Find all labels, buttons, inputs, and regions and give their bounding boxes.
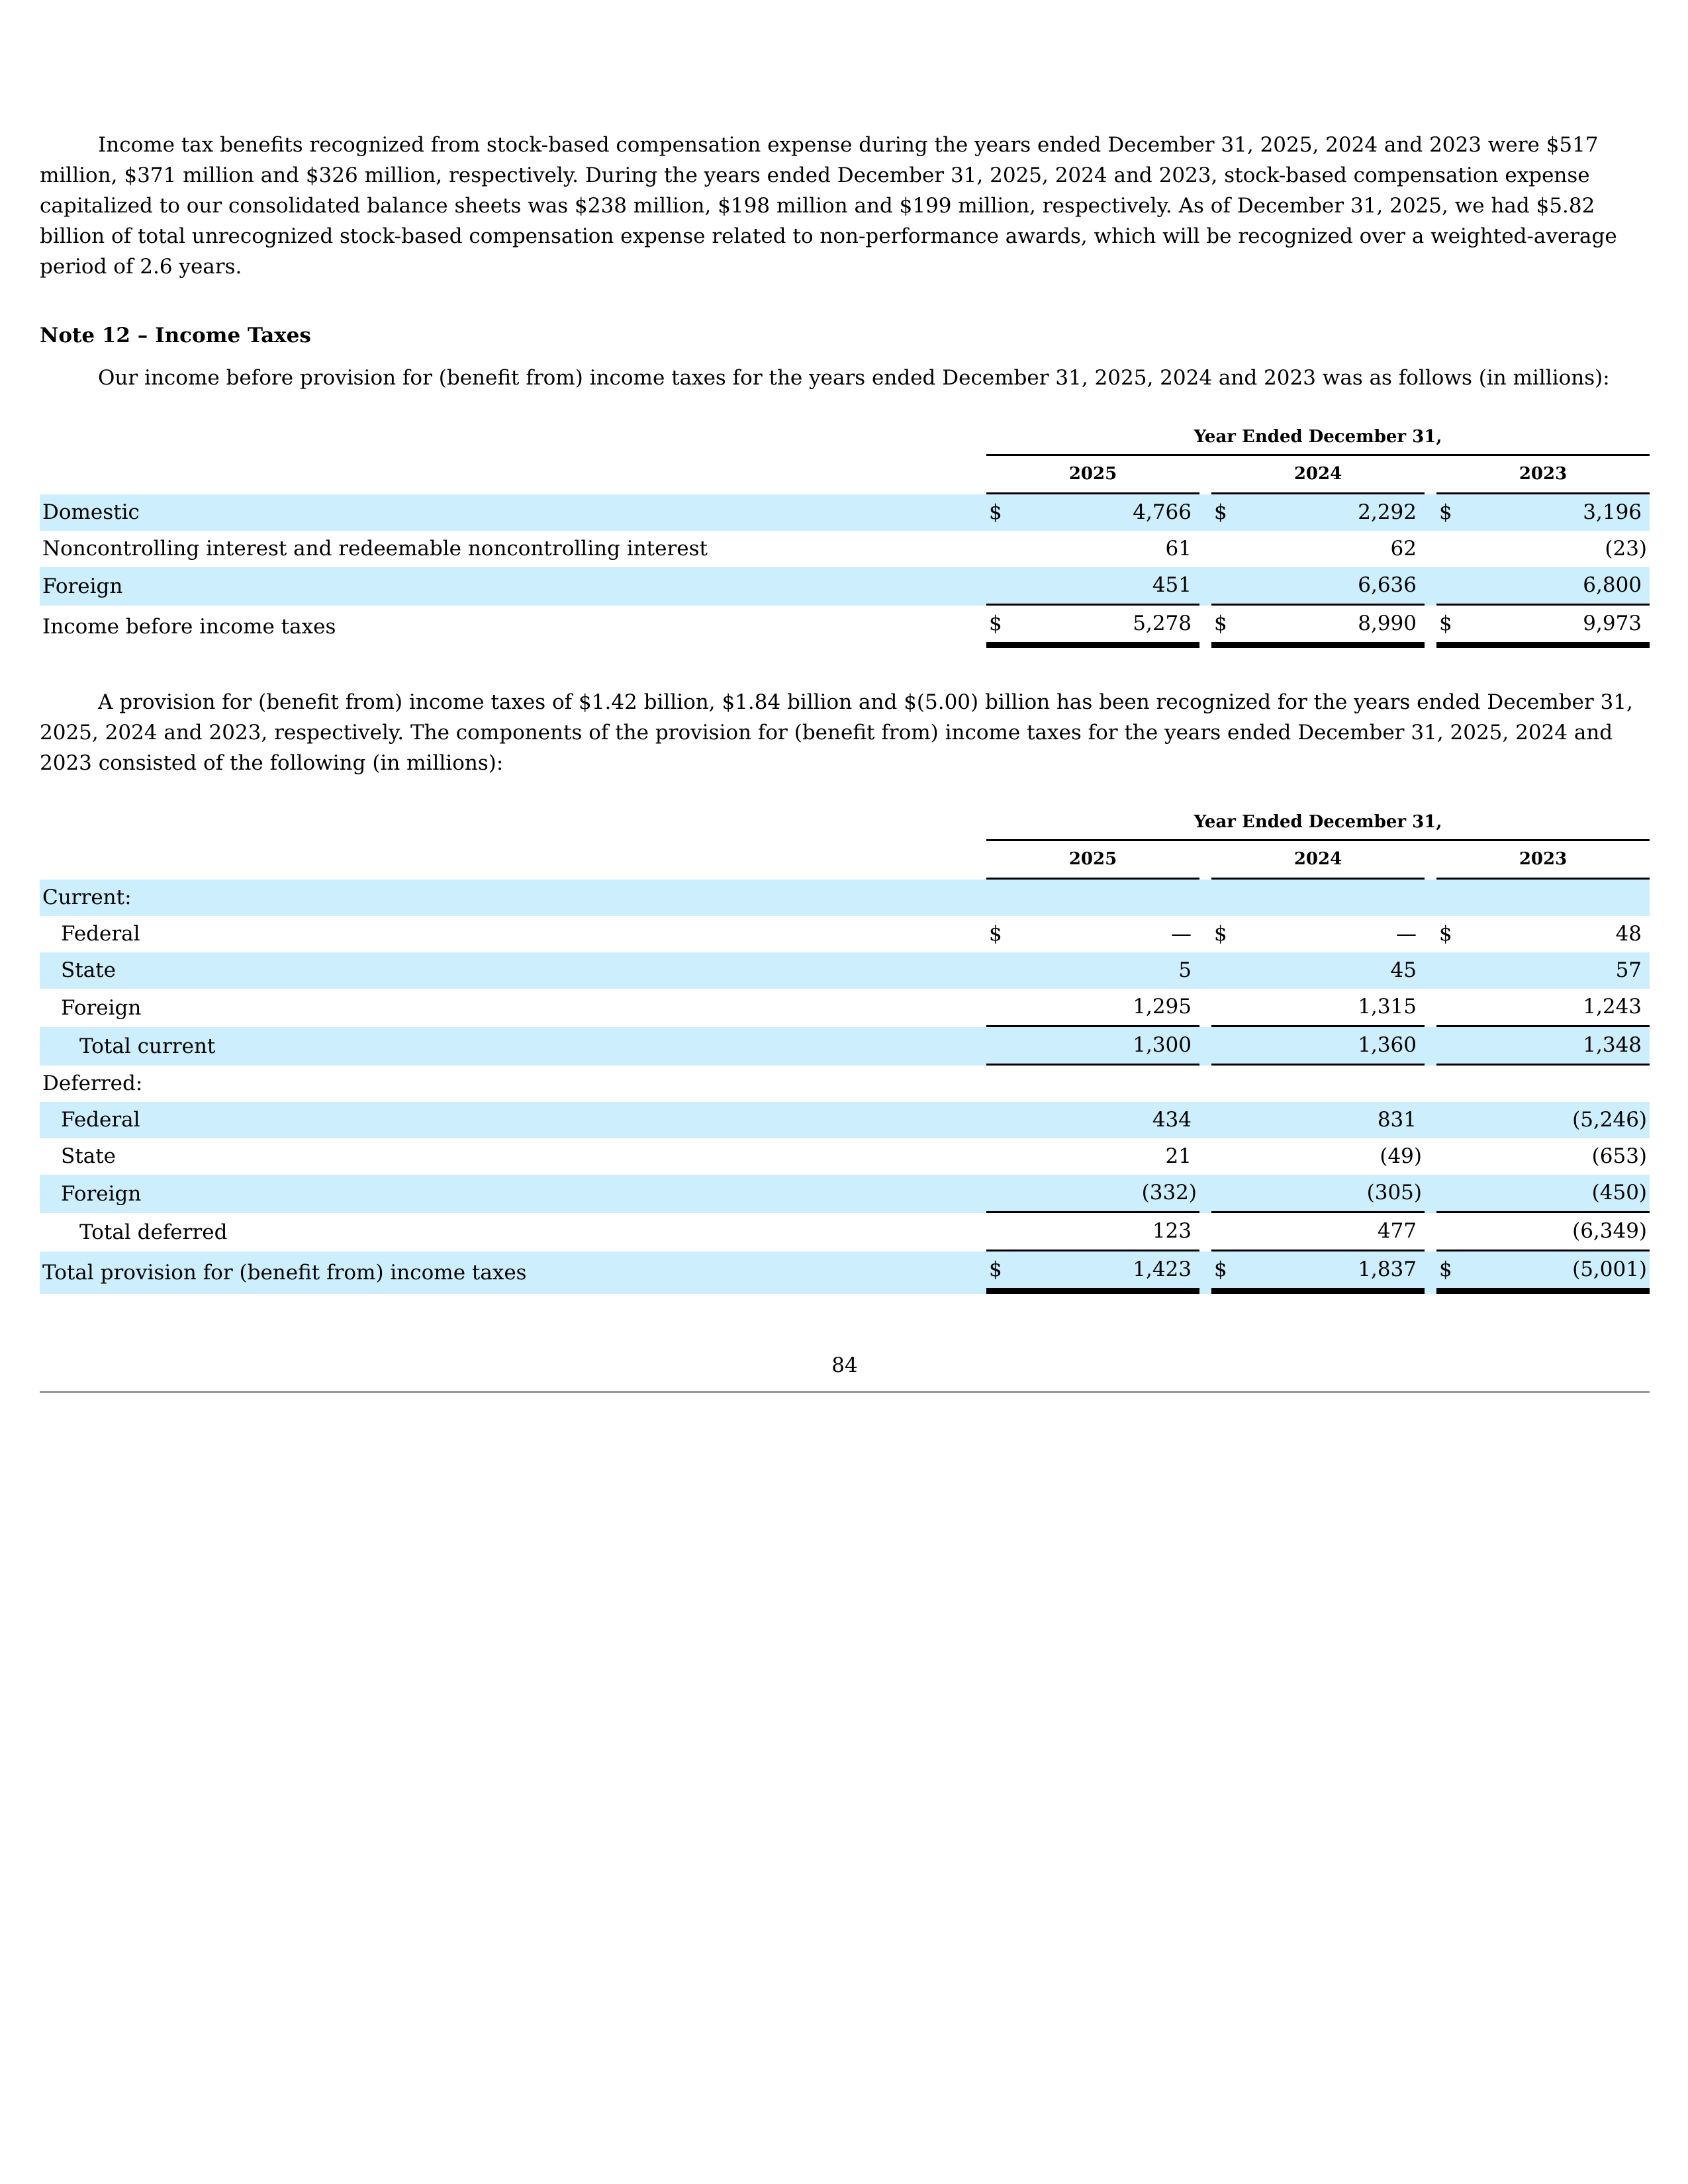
table-cell: (305) bbox=[1366, 1181, 1422, 1205]
table-total-row bbox=[40, 606, 1650, 648]
table-cell: 451 bbox=[1152, 573, 1192, 597]
table-cell: 1,243 bbox=[1583, 995, 1642, 1019]
table-cell: 21 bbox=[1165, 1144, 1192, 1168]
table-cell: 2,292 bbox=[1358, 500, 1417, 524]
year-column-header: 2025 bbox=[986, 456, 1199, 494]
currency-symbol: $ bbox=[989, 922, 1002, 946]
table-section-row bbox=[40, 1066, 1650, 1102]
row-label: Total deferred bbox=[79, 1220, 228, 1244]
row-label: Noncontrolling interest and redeemable noncontrolling interest bbox=[42, 537, 708, 561]
income-before-taxes-intro: Our income before provision for (benefit from) income taxes for the years ended December 31, 2025, 2024 and 2023 was as follows (in millions): bbox=[98, 366, 1610, 390]
table-cell: (49) bbox=[1380, 1144, 1422, 1168]
year-ended-header: Year Ended December 31, bbox=[986, 805, 1650, 841]
table-cell: 45 bbox=[1390, 958, 1417, 982]
row-label: Income before income taxes bbox=[42, 614, 336, 639]
table-cell: 1,300 bbox=[1133, 1033, 1192, 1057]
stock-compensation-paragraph: Income tax benefits recognized from stock-based compensation expense during the years ended December 31, 2025, 2024 and 2023 were $517 million, $371 million and $326 million, respectively. During the years ended December 31, 2025, 2024 and 2023, stock-based compensation expense capitalized to our consolidated balance sheets was $238 million, $198 million and $199 million, respectively. As of December 31, 2025, we had $5.82 billion of total unrecognized stock-based compensation expense related to non-performance awards, which will be recognized over a weighted-average period of 2.6 years. bbox=[40, 133, 1617, 279]
table-row bbox=[40, 494, 1650, 531]
row-label: Federal bbox=[61, 922, 140, 946]
currency-symbol: $ bbox=[989, 1257, 1002, 1281]
table-cell: 123 bbox=[1152, 1219, 1192, 1243]
currency-symbol: $ bbox=[1214, 612, 1227, 635]
table-cell: 1,360 bbox=[1358, 1033, 1417, 1057]
table-cell: — bbox=[1396, 922, 1417, 946]
table-cell: (5,001) bbox=[1572, 1257, 1648, 1281]
table-years-row bbox=[40, 841, 1650, 880]
currency-symbol: $ bbox=[1439, 612, 1452, 635]
table-cell: (332) bbox=[1141, 1181, 1197, 1205]
table-cell: 4,766 bbox=[1133, 500, 1192, 524]
table-cell: 48 bbox=[1615, 922, 1642, 946]
table-cell: (5,246) bbox=[1572, 1108, 1648, 1132]
row-label: Foreign bbox=[40, 567, 986, 606]
row-label: Total current bbox=[40, 1027, 986, 1066]
table-row bbox=[40, 567, 1650, 606]
row-label: Foreign bbox=[40, 1175, 986, 1213]
row-label: Foreign bbox=[61, 995, 142, 1020]
table-cell: (450) bbox=[1591, 1181, 1648, 1205]
currency-symbol: $ bbox=[1214, 922, 1227, 946]
year-ended-header: Year Ended December 31, bbox=[986, 420, 1650, 456]
table-cell: 57 bbox=[1615, 958, 1642, 982]
year-column-header: 2025 bbox=[986, 841, 1199, 880]
table-cell: 434 bbox=[1152, 1108, 1192, 1132]
table-row bbox=[40, 1175, 1650, 1213]
provision-intro-paragraph: A provision for (benefit from) income taxes of $1.42 billion, $1.84 billion and $(5.00) billion has been recognized for the years ended December 31, 2025, 2024 and 2023, respectively. The components of the provision for (benefit from) income taxes for the years ended December 31, 2025, 2024 and 2023 consisted of the following (in millions): bbox=[40, 690, 1633, 775]
row-label: Current: bbox=[40, 880, 986, 916]
table-subtotal-row bbox=[40, 1027, 1650, 1066]
table-section-row bbox=[40, 880, 1650, 916]
table-row bbox=[40, 916, 1650, 952]
table-cell: 1,348 bbox=[1583, 1033, 1642, 1057]
table-row bbox=[40, 952, 1650, 989]
table-row bbox=[40, 989, 1650, 1027]
table-cell: 61 bbox=[1165, 537, 1192, 561]
year-column-header: 2023 bbox=[1436, 456, 1650, 494]
table-cell: 5 bbox=[1178, 958, 1192, 982]
currency-symbol: $ bbox=[1439, 500, 1452, 524]
table-cell: 62 bbox=[1390, 537, 1417, 561]
table-cell: 831 bbox=[1377, 1108, 1417, 1132]
table-header-row bbox=[40, 420, 1650, 456]
table-header-row bbox=[40, 805, 1650, 841]
table-row bbox=[40, 531, 1650, 567]
currency-symbol: $ bbox=[989, 612, 1002, 635]
row-label: Federal bbox=[40, 1102, 986, 1138]
currency-symbol: $ bbox=[989, 500, 1002, 524]
table-cell: 9,973 bbox=[1583, 612, 1642, 635]
row-label: Domestic bbox=[40, 494, 986, 531]
table-row bbox=[40, 1138, 1650, 1175]
table-years-row bbox=[40, 456, 1650, 494]
note-title: Note 12 – Income Taxes bbox=[40, 324, 311, 347]
table-cell: 6,636 bbox=[1358, 573, 1417, 597]
table-cell: (6,349) bbox=[1572, 1219, 1648, 1243]
table-cell: 8,990 bbox=[1358, 612, 1417, 635]
table-cell: 477 bbox=[1377, 1219, 1417, 1243]
table-cell: — bbox=[1171, 922, 1192, 946]
table-cell: 6,800 bbox=[1583, 573, 1642, 597]
table-cell: 1,423 bbox=[1133, 1257, 1192, 1281]
table-cell: 1,837 bbox=[1358, 1257, 1417, 1281]
table-total-row bbox=[40, 1251, 1650, 1294]
row-label: State bbox=[40, 952, 986, 989]
table-cell: (23) bbox=[1605, 537, 1648, 561]
row-label: Total provision for (benefit from) income taxes bbox=[40, 1251, 986, 1294]
year-column-header: 2024 bbox=[1211, 456, 1425, 494]
currency-symbol: $ bbox=[1439, 1257, 1452, 1281]
table-subtotal-row bbox=[40, 1213, 1650, 1251]
footer-divider bbox=[40, 1391, 1650, 1393]
currency-symbol: $ bbox=[1214, 1257, 1227, 1281]
table-row bbox=[40, 1102, 1650, 1138]
row-label: State bbox=[61, 1144, 116, 1168]
table-cell: (653) bbox=[1591, 1144, 1648, 1168]
year-column-header: 2024 bbox=[1211, 841, 1425, 880]
table-cell: 5,278 bbox=[1133, 612, 1192, 635]
row-label: Deferred: bbox=[42, 1071, 143, 1095]
income-before-taxes-table bbox=[40, 420, 1650, 648]
table-cell: 1,295 bbox=[1133, 995, 1192, 1019]
table-cell: 3,196 bbox=[1583, 500, 1642, 524]
income-tax-provision-table bbox=[40, 805, 1650, 1294]
table-cell: 1,315 bbox=[1358, 995, 1417, 1019]
page-number: 84 bbox=[831, 1353, 858, 1377]
currency-symbol: $ bbox=[1214, 500, 1227, 524]
year-column-header: 2023 bbox=[1436, 841, 1650, 880]
currency-symbol: $ bbox=[1439, 922, 1452, 946]
